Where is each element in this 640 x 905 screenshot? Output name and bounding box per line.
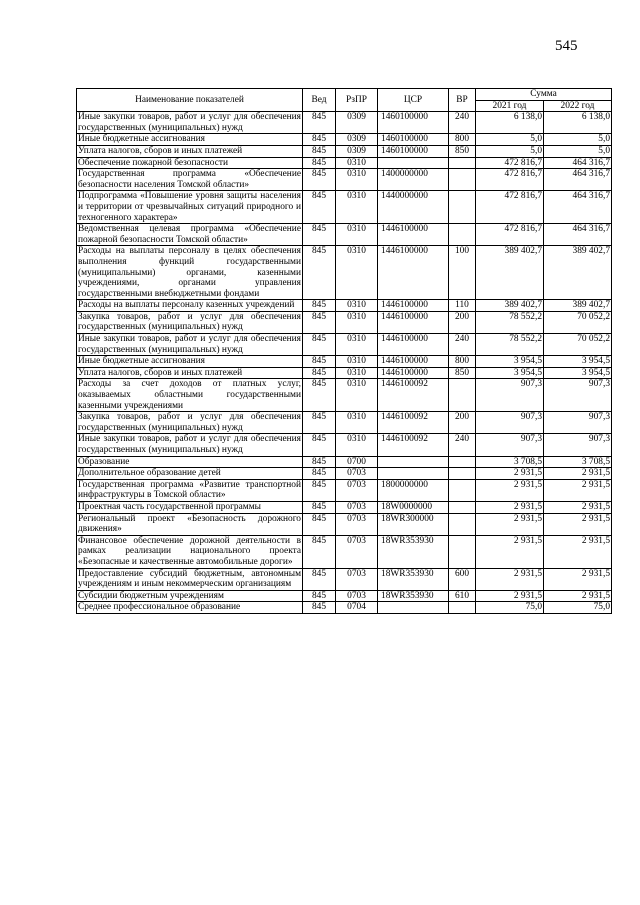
- cell-csr: 1460100000: [378, 134, 449, 146]
- cell-ved: 845: [303, 468, 336, 480]
- cell-sum-2022: 907,3: [544, 379, 612, 412]
- cell-vr: [449, 535, 476, 568]
- cell-sum-2021: 78 552,2: [476, 334, 544, 356]
- cell-name: Уплата налогов, сборов и иных платежей: [77, 145, 303, 157]
- cell-sum-2022: 464 316,7: [544, 191, 612, 224]
- cell-name: Закупка товаров, работ и услуг для обеспечения государственных (муниципальных) нужд: [78, 412, 301, 433]
- cell-vr: [449, 513, 476, 535]
- cell-vr: 850: [449, 367, 476, 379]
- table-row: [77, 367, 612, 379]
- table-row: [77, 590, 612, 602]
- cell-name: Образование: [77, 456, 303, 468]
- cell-rzpr: 0703: [336, 590, 378, 602]
- table-row: [77, 169, 612, 191]
- cell-csr: 1446100000: [378, 224, 449, 246]
- cell-ved: 845: [303, 145, 336, 157]
- cell-sum-2021: 3 954,5: [476, 356, 544, 368]
- cell-sum-2022: 75,0: [544, 602, 612, 614]
- cell-sum-2021: 6 138,0: [476, 112, 544, 134]
- table-row: [77, 334, 612, 356]
- cell-sum-2021: 2 931,5: [476, 590, 544, 602]
- cell-rzpr: 0310: [336, 311, 378, 333]
- cell-ved: 845: [303, 513, 336, 535]
- cell-vr: 800: [449, 134, 476, 146]
- table-row: [77, 134, 612, 146]
- cell-vr: 610: [449, 590, 476, 602]
- cell-sum-2022: 2 931,5: [544, 535, 612, 568]
- cell-ved: 845: [303, 501, 336, 513]
- cell-csr: 18W0000000: [378, 501, 449, 513]
- page-number: 545: [555, 38, 578, 54]
- header-2021: 2021 год: [476, 100, 544, 112]
- cell-rzpr: 0703: [336, 513, 378, 535]
- cell-ved: 845: [303, 356, 336, 368]
- cell-csr: 1446100092: [378, 379, 449, 412]
- header-sum: Сумма: [476, 89, 612, 101]
- cell-vr: 240: [449, 112, 476, 134]
- cell-sum-2021: 5,0: [476, 145, 544, 157]
- header-rzpr: РзПР: [336, 89, 378, 112]
- cell-rzpr: 0703: [336, 535, 378, 568]
- cell-vr: 240: [449, 434, 476, 456]
- cell-rzpr: 0310: [336, 379, 378, 412]
- cell-vr: [449, 157, 476, 169]
- table-row: [77, 224, 612, 246]
- cell-vr: [449, 479, 476, 501]
- cell-name: Закупка товаров, работ и услуг для обеспечения государственных (муниципальных) нужд: [78, 311, 301, 333]
- cell-vr: 200: [449, 412, 476, 434]
- table-row: [77, 513, 612, 535]
- cell-csr: 18WR353930: [378, 568, 449, 590]
- cell-sum-2022: 2 931,5: [544, 468, 612, 480]
- cell-vr: 850: [449, 145, 476, 157]
- cell-sum-2021: 78 552,2: [476, 311, 544, 333]
- cell-name: Региональный проект «Безопасность дорожного движения»: [78, 513, 301, 535]
- cell-name: Обеспечение пожарной безопасности: [77, 157, 303, 169]
- cell-sum-2021: 2 931,5: [476, 479, 544, 501]
- header-csr: ЦСР: [378, 89, 449, 112]
- cell-sum-2021: 2 931,5: [476, 568, 544, 590]
- cell-ved: 845: [303, 311, 336, 333]
- cell-ved: 845: [303, 300, 336, 312]
- cell-csr: 1446100000: [378, 246, 449, 300]
- cell-rzpr: 0309: [336, 145, 378, 157]
- cell-sum-2021: 3 708,5: [476, 456, 544, 468]
- cell-vr: [449, 191, 476, 224]
- cell-name: Дополнительное образование детей: [77, 468, 303, 480]
- cell-sum-2022: 389 402,7: [544, 300, 612, 312]
- cell-vr: 110: [449, 300, 476, 312]
- cell-sum-2021: 472 816,7: [476, 169, 544, 191]
- cell-ved: 845: [303, 590, 336, 602]
- cell-rzpr: 0703: [336, 501, 378, 513]
- cell-rzpr: 0703: [336, 468, 378, 480]
- table-row: [77, 157, 612, 169]
- cell-vr: [449, 379, 476, 412]
- cell-vr: [449, 501, 476, 513]
- table-row: [77, 300, 612, 312]
- cell-vr: [449, 468, 476, 480]
- cell-ved: 845: [303, 246, 336, 300]
- cell-rzpr: 0703: [336, 479, 378, 501]
- cell-csr: 18WR300000: [378, 513, 449, 535]
- header-name: Наименование показателей: [77, 89, 303, 112]
- budget-table: [76, 88, 612, 614]
- cell-sum-2022: 907,3: [544, 434, 612, 456]
- cell-sum-2021: 3 954,5: [476, 367, 544, 379]
- cell-csr: 1446100092: [378, 412, 449, 434]
- cell-name: Государственная программа «Обеспечение безопасности населения Томской области»: [78, 169, 301, 190]
- cell-name: Иные закупки товаров, работ и услуг для обеспечения государственных (муниципальных) нужд: [78, 334, 301, 355]
- cell-vr: 100: [449, 246, 476, 300]
- table-row: [77, 246, 612, 300]
- cell-sum-2021: 2 931,5: [476, 468, 544, 480]
- cell-sum-2021: 389 402,7: [476, 246, 544, 300]
- cell-sum-2021: 472 816,7: [476, 224, 544, 246]
- cell-sum-2022: 3 708,5: [544, 456, 612, 468]
- table-row: [77, 602, 612, 614]
- cell-csr: 1440000000: [378, 191, 449, 224]
- cell-vr: 800: [449, 356, 476, 368]
- cell-vr: [449, 602, 476, 614]
- cell-ved: 845: [303, 224, 336, 246]
- header-2022: 2022 год: [544, 100, 612, 112]
- cell-name: Иные бюджетные ассигнования: [77, 134, 303, 146]
- header-vr: ВР: [449, 89, 476, 112]
- cell-ved: 845: [303, 456, 336, 468]
- cell-name: Иные закупки товаров, работ и услуг для обеспечения государственных (муниципальных) нужд: [78, 112, 301, 133]
- table-row: [77, 145, 612, 157]
- cell-sum-2021: 907,3: [476, 434, 544, 456]
- cell-csr: 1446100000: [378, 356, 449, 368]
- table-row: [77, 568, 612, 590]
- cell-ved: 845: [303, 412, 336, 434]
- cell-sum-2022: 464 316,7: [544, 157, 612, 169]
- table-row: [77, 356, 612, 368]
- cell-csr: 1446100000: [378, 367, 449, 379]
- cell-ved: 845: [303, 334, 336, 356]
- cell-sum-2022: 2 931,5: [544, 568, 612, 590]
- cell-name: Государственная программа «Развитие транспортной инфраструктуры в Томской области»: [78, 479, 301, 501]
- cell-sum-2021: 2 931,5: [476, 535, 544, 568]
- cell-sum-2022: 6 138,0: [544, 112, 612, 134]
- cell-sum-2022: 5,0: [544, 145, 612, 157]
- cell-name: Расходы за счет доходов от платных услуг, оказываемых областными государственными казенными учреждениями: [78, 379, 301, 411]
- cell-rzpr: 0309: [336, 112, 378, 134]
- cell-rzpr: 0704: [336, 602, 378, 614]
- cell-ved: 845: [303, 169, 336, 191]
- cell-rzpr: 0700: [336, 456, 378, 468]
- table-row: [77, 468, 612, 480]
- cell-ved: 845: [303, 535, 336, 568]
- table-row: [77, 501, 612, 513]
- table-row: [77, 311, 612, 333]
- cell-vr: 200: [449, 311, 476, 333]
- cell-sum-2021: 389 402,7: [476, 300, 544, 312]
- cell-sum-2022: 464 316,7: [544, 224, 612, 246]
- cell-rzpr: 0310: [336, 334, 378, 356]
- cell-ved: 845: [303, 602, 336, 614]
- cell-vr: 600: [449, 568, 476, 590]
- cell-sum-2022: 2 931,5: [544, 590, 612, 602]
- cell-name: Уплата налогов, сборов и иных платежей: [77, 367, 303, 379]
- cell-name: Предоставление субсидий бюджетным, автономным учреждениям и иным некоммерческим организациям: [78, 568, 301, 590]
- cell-ved: 845: [303, 112, 336, 134]
- cell-name: Подпрограмма «Повышение уровня защиты населения и территории от чрезвычайных ситуаций природного и техногенного характера»: [78, 191, 301, 223]
- cell-sum-2022: 5,0: [544, 134, 612, 146]
- cell-name: Среднее профессиональное образование: [77, 602, 303, 614]
- cell-sum-2022: 464 316,7: [544, 169, 612, 191]
- cell-sum-2022: 3 954,5: [544, 356, 612, 368]
- table-row: [77, 456, 612, 468]
- table-row: [77, 535, 612, 568]
- cell-name: Субсидии бюджетным учреждениям: [77, 590, 303, 602]
- cell-vr: 240: [449, 334, 476, 356]
- cell-csr: [378, 456, 449, 468]
- cell-rzpr: 0310: [336, 412, 378, 434]
- cell-csr: [378, 468, 449, 480]
- cell-name: Ведомственная целевая программа «Обеспечение пожарной безопасности Томской области»: [78, 224, 301, 245]
- cell-ved: 845: [303, 479, 336, 501]
- cell-rzpr: 0310: [336, 191, 378, 224]
- cell-sum-2021: 907,3: [476, 412, 544, 434]
- cell-rzpr: 0703: [336, 568, 378, 590]
- cell-name: Проектная часть государственной программы: [77, 501, 303, 513]
- cell-csr: [378, 602, 449, 614]
- cell-vr: [449, 169, 476, 191]
- cell-sum-2021: 5,0: [476, 134, 544, 146]
- cell-ved: 845: [303, 157, 336, 169]
- cell-vr: [449, 224, 476, 246]
- cell-sum-2022: 2 931,5: [544, 479, 612, 501]
- cell-ved: 845: [303, 191, 336, 224]
- cell-sum-2022: 907,3: [544, 412, 612, 434]
- cell-sum-2021: 2 931,5: [476, 501, 544, 513]
- cell-rzpr: 0310: [336, 246, 378, 300]
- cell-ved: 845: [303, 134, 336, 146]
- cell-name: Расходы на выплаты персоналу в целях обеспечения выполнения функций государственными (муниципальными) органами, казенными учреждениями, органами управления государственными внебюджетными фондами: [78, 246, 301, 299]
- cell-sum-2021: 472 816,7: [476, 157, 544, 169]
- cell-name: Расходы на выплаты персоналу казенных учреждений: [77, 300, 303, 312]
- cell-ved: 845: [303, 568, 336, 590]
- cell-csr: 1446100000: [378, 300, 449, 312]
- cell-sum-2021: 75,0: [476, 602, 544, 614]
- table-row: [77, 191, 612, 224]
- table-row: [77, 434, 612, 456]
- cell-rzpr: 0310: [336, 300, 378, 312]
- cell-rzpr: 0310: [336, 169, 378, 191]
- header-ved: Вед: [303, 89, 336, 112]
- cell-ved: 845: [303, 434, 336, 456]
- table-row: [77, 412, 612, 434]
- table-body: [77, 112, 612, 614]
- cell-csr: 1446100000: [378, 334, 449, 356]
- cell-rzpr: 0310: [336, 434, 378, 456]
- cell-rzpr: 0309: [336, 134, 378, 146]
- cell-sum-2021: 2 931,5: [476, 513, 544, 535]
- cell-rzpr: 0310: [336, 157, 378, 169]
- cell-name: Иные закупки товаров, работ и услуг для обеспечения государственных (муниципальных) нужд: [78, 434, 301, 455]
- cell-csr: 1446100000: [378, 311, 449, 333]
- cell-vr: [449, 456, 476, 468]
- cell-rzpr: 0310: [336, 367, 378, 379]
- cell-name: Финансовое обеспечение дорожной деятельности в рамках реализации национального проекта «Безопасные и качественные автомобильные дороги»: [78, 535, 301, 567]
- cell-csr: 18WR353930: [378, 590, 449, 602]
- cell-sum-2022: 3 954,5: [544, 367, 612, 379]
- table-row: [77, 379, 612, 412]
- cell-csr: 1460100000: [378, 112, 449, 134]
- cell-sum-2022: 70 052,2: [544, 334, 612, 356]
- table-row: [77, 112, 612, 134]
- table-row: [77, 479, 612, 501]
- cell-sum-2021: 907,3: [476, 379, 544, 412]
- cell-csr: 1400000000: [378, 169, 449, 191]
- cell-csr: 18WR353930: [378, 535, 449, 568]
- cell-csr: 1446100092: [378, 434, 449, 456]
- cell-sum-2021: 472 816,7: [476, 191, 544, 224]
- cell-sum-2022: 70 052,2: [544, 311, 612, 333]
- cell-name: Иные бюджетные ассигнования: [77, 356, 303, 368]
- cell-rzpr: 0310: [336, 224, 378, 246]
- cell-csr: 1800000000: [378, 479, 449, 501]
- cell-rzpr: 0310: [336, 356, 378, 368]
- cell-sum-2022: 2 931,5: [544, 513, 612, 535]
- cell-csr: [378, 157, 449, 169]
- cell-sum-2022: 389 402,7: [544, 246, 612, 300]
- cell-sum-2022: 2 931,5: [544, 501, 612, 513]
- cell-csr: 1460100000: [378, 145, 449, 157]
- cell-ved: 845: [303, 379, 336, 412]
- cell-ved: 845: [303, 367, 336, 379]
